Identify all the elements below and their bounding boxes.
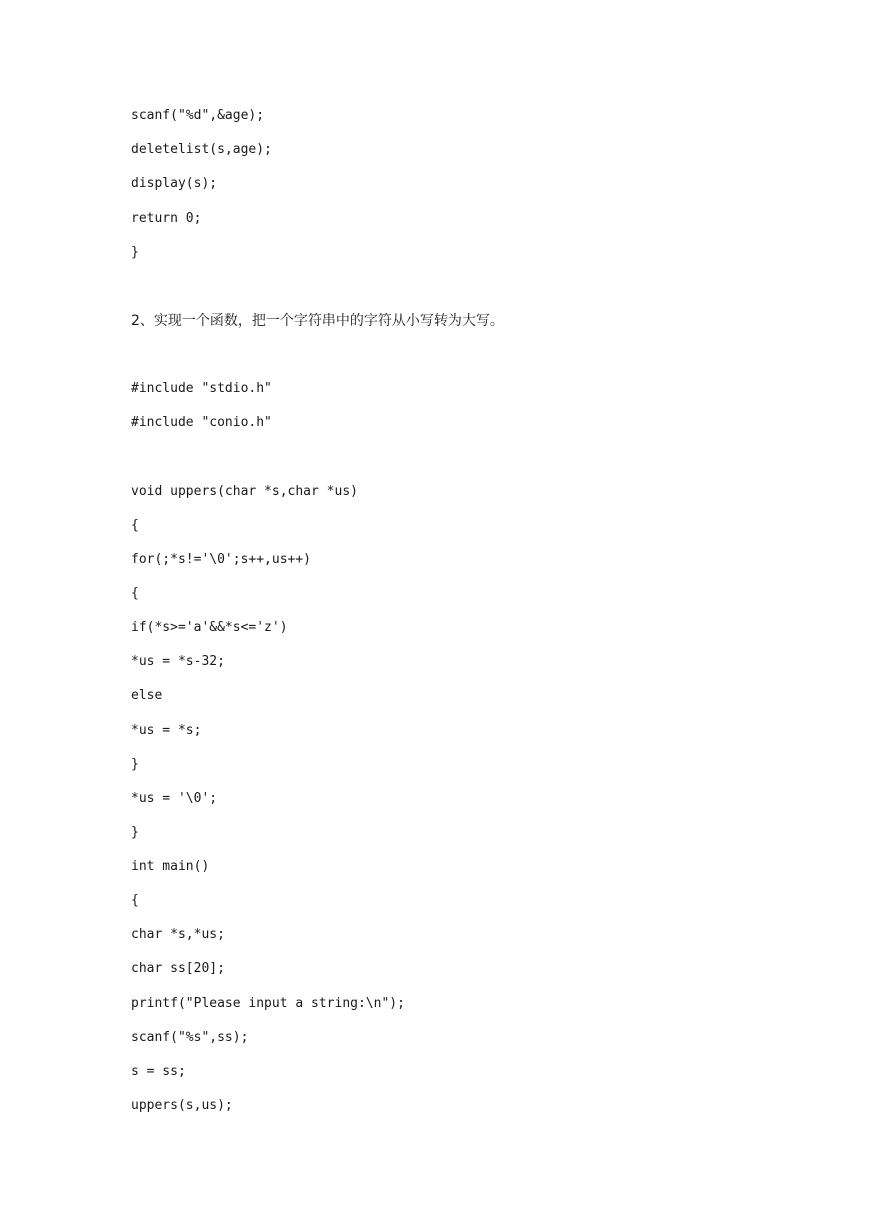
code-line: }	[131, 757, 139, 772]
code-line: scanf("%d",&age);	[131, 108, 265, 123]
code-line: void uppers(char *s,char *us)	[131, 484, 358, 499]
code-line: char *s,*us;	[131, 927, 225, 942]
code-line: display(s);	[131, 176, 218, 191]
code-line: {	[131, 586, 139, 601]
code-line: *us = *s;	[131, 723, 202, 738]
code-line: printf("Please input a string:\n");	[131, 996, 405, 1011]
code-line: deletelist(s,age);	[131, 142, 272, 157]
code-line: for(;*s!='\0';s++,us++)	[131, 552, 312, 567]
code-line: int main()	[131, 859, 210, 874]
section-heading: 2、实现一个函数，把一个字符串中的字符从小写转为大写。	[131, 313, 504, 329]
code-line: scanf("%s",ss);	[131, 1030, 249, 1045]
code-line: *us = '\0';	[131, 791, 218, 806]
code-line: s = ss;	[131, 1064, 186, 1079]
include-line: #include "stdio.h"	[131, 381, 272, 396]
code-line: *us = *s-32;	[131, 654, 225, 669]
code-line: }	[131, 245, 139, 260]
code-line: return 0;	[131, 211, 202, 226]
code-line: if(*s>='a'&&*s<='z')	[131, 620, 288, 635]
code-line: }	[131, 825, 139, 840]
include-line: #include "conio.h"	[131, 415, 272, 430]
code-line: {	[131, 893, 139, 908]
code-line: uppers(s,us);	[131, 1098, 233, 1113]
code-line: {	[131, 518, 139, 533]
code-line: char ss[20];	[131, 961, 225, 976]
code-line: else	[131, 688, 163, 703]
